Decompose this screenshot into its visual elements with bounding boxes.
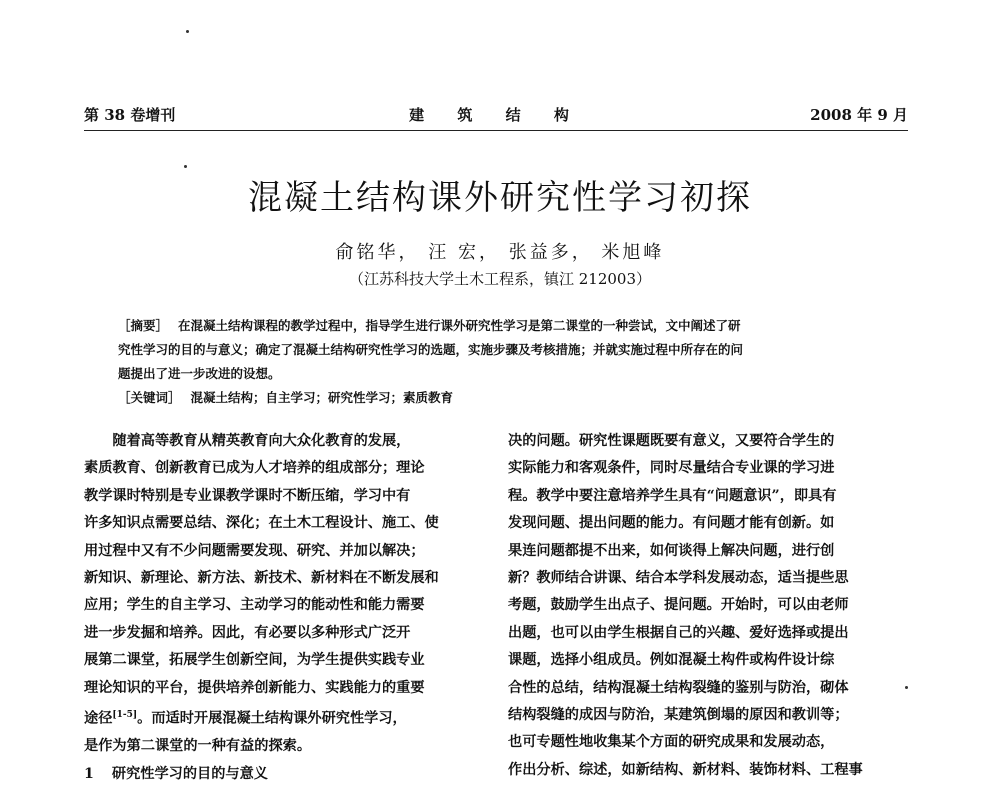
body-line: 结构裂缝的成因与防治，某建筑倒塌的原因和教训等；	[508, 707, 849, 724]
body-line: 用过程中又有不少问题需要发现、研究、并加以解决；	[84, 542, 425, 559]
abstract-line	[118, 314, 868, 338]
abstract-block	[118, 314, 868, 410]
body-line: 教学课时特别是专业课教学课时不断压缩，学习中有	[84, 487, 411, 504]
body-column-left	[84, 428, 472, 788]
body-line: 理论知识的平台，提供培养创新能力、实践能力的重要	[84, 679, 425, 696]
body-line: 发现问题、提出问题的能力。有问题才能有创新。如	[508, 515, 835, 532]
keywords-text: 混凝土结构；自主学习；研究性学习；素质教育	[190, 390, 454, 405]
header-divider	[84, 130, 908, 131]
body-line: 合性的总结，结构混凝土结构裂缝的鉴别与防治，砌体	[508, 679, 849, 696]
body-line: 实际能力和客观条件，同时尽量结合专业课的学习进	[508, 460, 835, 477]
body-text: 。而适时开展混凝土结构课外研究性学习，	[137, 710, 407, 727]
body-line: 考题，鼓励学生出点子、提问题。开始时，可以由老师	[508, 597, 849, 614]
scan-speck	[184, 165, 187, 168]
body-line: 作出分析、综述，如新结构、新材料、装饰材料、工程事	[508, 761, 863, 778]
keywords-line	[118, 386, 868, 410]
journal-volume: 第 38 卷增刊	[84, 106, 176, 124]
body-line: 课题，选择小组成员。例如混凝土构件或构件设计综	[508, 652, 835, 669]
citation-ref: [1-5]	[112, 710, 138, 721]
keywords-label: ［关键词］	[118, 390, 181, 405]
body-line: 果连问题都提不出来，如何谈得上解决问题，进行创	[508, 542, 835, 559]
body-line: 也可专题性地收集某个方面的研究成果和发展动态，	[508, 734, 835, 751]
scan-speck	[186, 30, 189, 33]
body-line: 随着高等教育从精英教育向大众化教育的发展，	[112, 433, 411, 449]
body-text: 途径	[84, 710, 113, 727]
body-line: 进一步发掘和培养。因此，有必要以多种形式广泛开	[84, 624, 411, 641]
body-column-right	[508, 428, 896, 784]
body-line: 新？教师结合讲课、结合本学科发展动态，适当提些思	[508, 570, 849, 587]
abstract-line: 究性学习的目的与意义；确定了混凝土结构研究性学习的选题，实施步骤及考核措施；并就实施过程中所存在的问	[118, 342, 744, 357]
running-header	[84, 104, 908, 128]
body-line: 展第二课堂，拓展学生创新空间，为学生提供实践专业	[84, 652, 425, 669]
body-line: 新知识、新理论、新方法、新技术、新材料在不断发展和	[84, 570, 439, 587]
journal-name: 建 筑 结 构	[409, 106, 583, 124]
paper-title: 混凝土结构课外研究性学习初探	[248, 178, 752, 218]
body-line: 出题，也可以由学生根据自己的兴趣、爱好选择或提出	[508, 624, 849, 641]
author-affiliation: （江苏科技大学土木工程系，镇江 212003）	[348, 270, 652, 288]
abstract-text: 在混凝土结构课程的教学过程中，指导学生进行课外研究性学习是第二课堂的一种尝试，文中阐述了研	[178, 318, 741, 333]
section-number: 1	[84, 765, 94, 782]
publication-date: 2008 年 9 月	[810, 106, 908, 124]
body-line: 许多知识点需要总结、深化；在土木工程设计、施工、使	[84, 515, 439, 532]
author-list: 俞铭华， 汪 宏， 张益多， 米旭峰	[335, 242, 665, 263]
body-line: 是作为第二课堂的一种有益的探索。	[84, 738, 312, 755]
body-line: 应用；学生的自主学习、主动学习的能动性和能力需要	[84, 597, 425, 614]
body-line: 决的问题。研究性课题既要有意义，又要符合学生的	[508, 433, 835, 449]
section-heading	[84, 761, 472, 788]
body-line: 程。教学中要注意培养学生具有“问题意识”，即具有	[508, 487, 837, 504]
section-title: 研究性学习的目的与意义	[111, 765, 268, 782]
abstract-label: ［摘要］	[118, 318, 169, 333]
body-line: 素质教育、创新教育已成为人才培养的组成部分；理论	[84, 460, 425, 477]
scan-speck	[905, 686, 908, 689]
body-line	[84, 702, 472, 733]
abstract-line: 题提出了进一步改进的设想。	[118, 366, 281, 381]
